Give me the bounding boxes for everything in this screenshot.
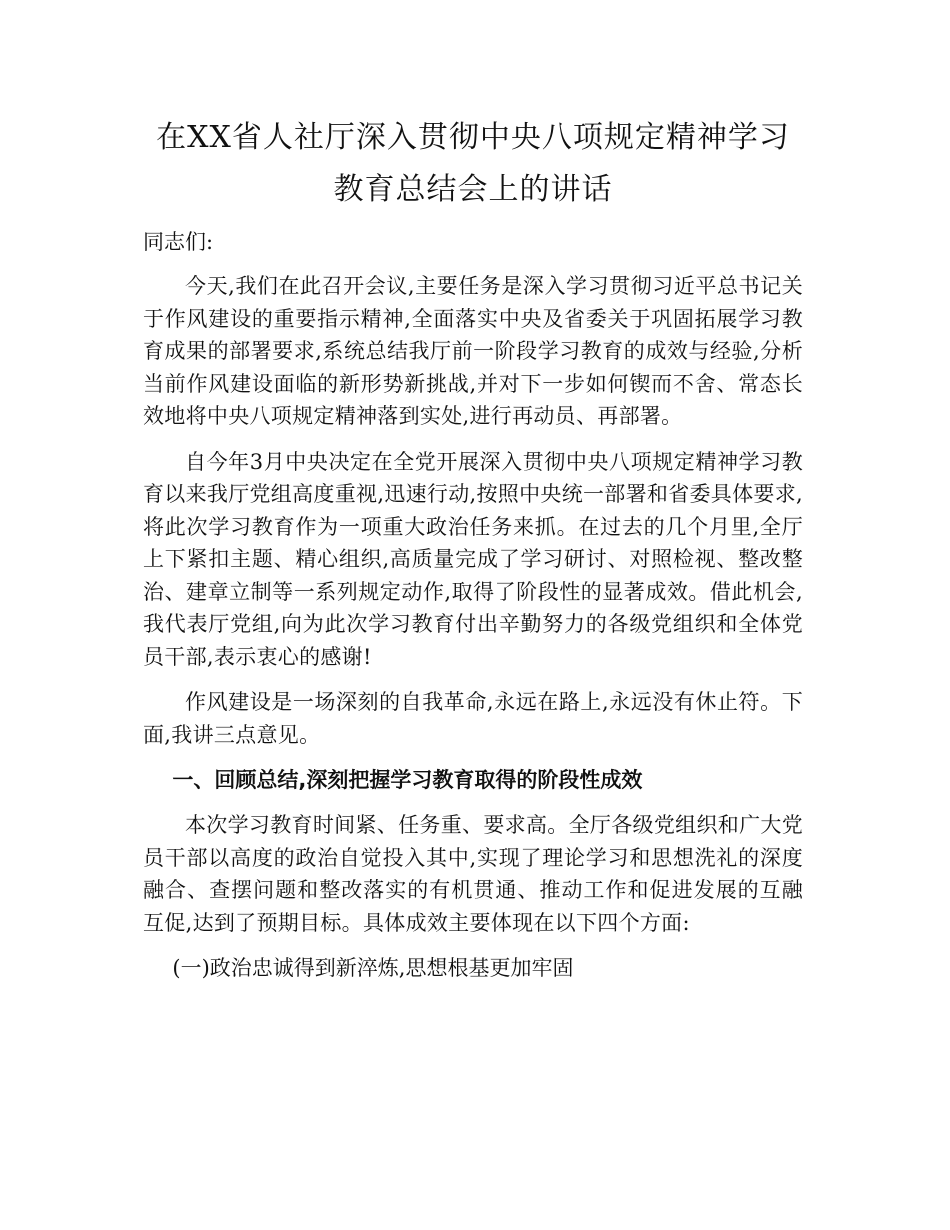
salutation: 同志们: (143, 230, 214, 254)
paragraph-background: 自今年3月中央决定在全党开展深入贯彻中央八项规定精神学习教育以来我厅党组高度重视,迅速行动,按照中央统一部署和省委具体要求,将此次学习教育作为一项重大政治任务来抓。在过去的几个月里,全厅上下紧扣主题、精心组织,高质量完成了学习研讨、对照检视、整改整治、建章立制等一系列规定动作,取得了阶段性的显著成效。借此机会,我代表厅党组,向为此次学习教育付出辛勤努力的各级党组织和全体党员干部,表示衷心的感谢! (143, 449, 803, 669)
paragraph-transition: 作风建设是一场深刻的自我革命,永远在路上,永远没有休止符。下面,我讲三点意见。 (143, 690, 803, 747)
section-heading-1: 一、回顾总结,深刻把握学习教育取得的阶段性成效 (172, 768, 643, 792)
document-page (143, 112, 803, 984)
subsection-heading-1: (一)政治忠诚得到新淬炼,思想根基更加牢固 (172, 956, 574, 980)
paragraph-opening: 今天,我们在此召开会议,主要任务是深入学习贯彻习近平总书记关于作风建设的重要指示精神,全面落实中央及省委关于巩固拓展学习教育成果的部署要求,系统总结我厅前一阶段学习教育的成效与经验,分析当前作风建设面临的新形势新挑战,并对下一步如何锲而不舍、常态长效地将中央八项规定精神落到实处,进行再动员、再部署。 (143, 274, 803, 428)
document-title: 在XX省人社厅深入贯彻中央八项规定精神学习教育总结会上的讲话 (156, 120, 790, 207)
paragraph-section-1: 本次学习教育时间紧、任务重、要求高。全厅各级党组织和广大党员干部以高度的政治自觉投入其中,实现了理论学习和思想洗礼的深度融合、查摆问题和整改落实的有机贯通、推动工作和促进发展的互融互促,达到了预期目标。具体成效主要体现在以下四个方面: (143, 813, 803, 935)
